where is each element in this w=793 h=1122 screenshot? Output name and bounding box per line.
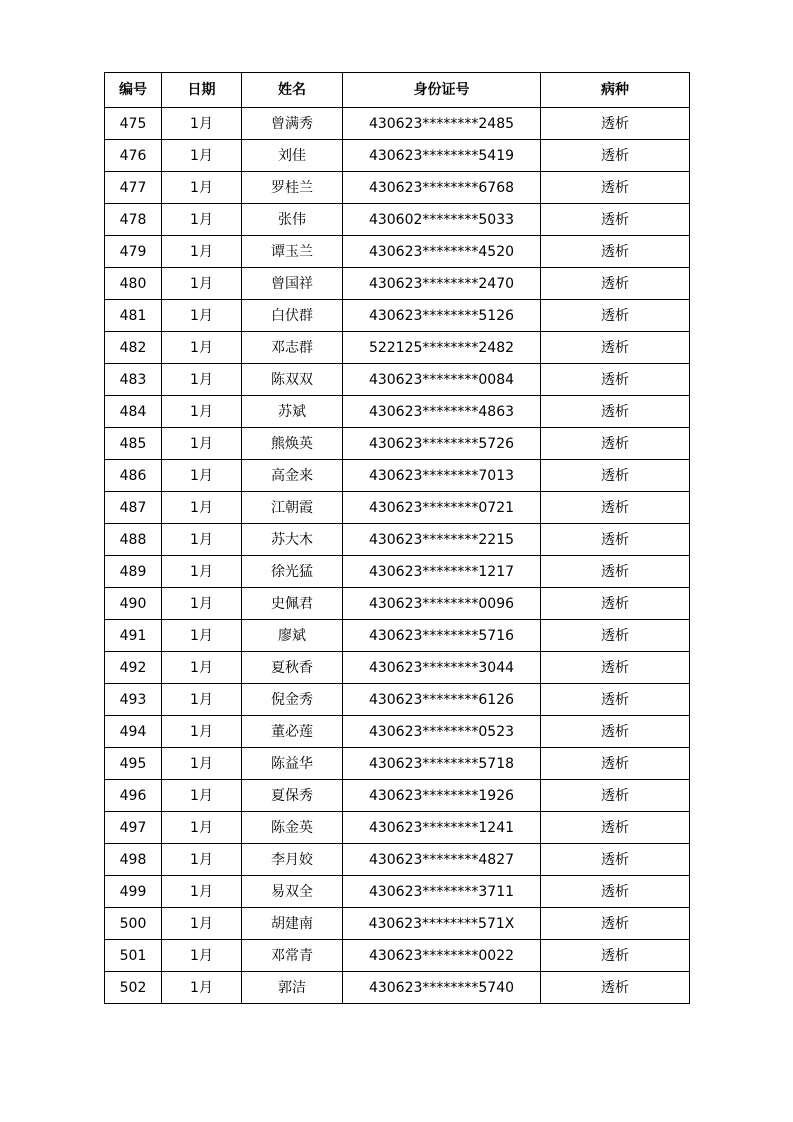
cell-name: 苏斌 <box>242 396 343 428</box>
cell-name: 胡建南 <box>242 908 343 940</box>
table-row <box>105 620 690 652</box>
cell-date: 1月 <box>162 908 242 940</box>
cell-id-number: 430623********4863 <box>343 396 541 428</box>
cell-date: 1月 <box>162 332 242 364</box>
table-row <box>105 428 690 460</box>
table-row <box>105 140 690 172</box>
cell-disease: 透析 <box>541 620 690 652</box>
cell-date: 1月 <box>162 812 242 844</box>
cell-date: 1月 <box>162 236 242 268</box>
cell-disease: 透析 <box>541 268 690 300</box>
cell-disease: 透析 <box>541 332 690 364</box>
cell-id-number: 430623********4827 <box>343 844 541 876</box>
cell-id-number: 430623********5726 <box>343 428 541 460</box>
cell-name: 易双全 <box>242 876 343 908</box>
cell-id-number: 430623********0523 <box>343 716 541 748</box>
cell-number: 482 <box>105 332 162 364</box>
cell-name: 夏保秀 <box>242 780 343 812</box>
cell-name: 曾国祥 <box>242 268 343 300</box>
table-row <box>105 652 690 684</box>
cell-number: 485 <box>105 428 162 460</box>
cell-number: 499 <box>105 876 162 908</box>
cell-disease: 透析 <box>541 588 690 620</box>
cell-id-number: 430623********1241 <box>343 812 541 844</box>
cell-id-number: 430623********571X <box>343 908 541 940</box>
cell-disease: 透析 <box>541 396 690 428</box>
header-id-number: 身份证号 <box>343 73 541 108</box>
cell-number: 483 <box>105 364 162 396</box>
cell-number: 490 <box>105 588 162 620</box>
cell-id-number: 430623********2485 <box>343 108 541 140</box>
cell-disease: 透析 <box>541 300 690 332</box>
cell-number: 500 <box>105 908 162 940</box>
table-row <box>105 972 690 1004</box>
cell-id-number: 430623********0022 <box>343 940 541 972</box>
cell-number: 502 <box>105 972 162 1004</box>
cell-id-number: 430602********5033 <box>343 204 541 236</box>
table-row <box>105 588 690 620</box>
cell-disease: 透析 <box>541 172 690 204</box>
cell-disease: 透析 <box>541 908 690 940</box>
cell-id-number: 522125********2482 <box>343 332 541 364</box>
table-row <box>105 780 690 812</box>
cell-disease: 透析 <box>541 748 690 780</box>
cell-name: 刘佳 <box>242 140 343 172</box>
cell-disease: 透析 <box>541 652 690 684</box>
cell-number: 476 <box>105 140 162 172</box>
cell-name: 苏大木 <box>242 524 343 556</box>
cell-name: 夏秋香 <box>242 652 343 684</box>
table-row <box>105 108 690 140</box>
table-row <box>105 236 690 268</box>
cell-date: 1月 <box>162 716 242 748</box>
cell-id-number: 430623********5740 <box>343 972 541 1004</box>
table-row <box>105 492 690 524</box>
table-row <box>105 556 690 588</box>
cell-number: 497 <box>105 812 162 844</box>
cell-number: 496 <box>105 780 162 812</box>
header-name: 姓名 <box>242 73 343 108</box>
cell-name: 邓常青 <box>242 940 343 972</box>
table-row <box>105 524 690 556</box>
cell-disease: 透析 <box>541 524 690 556</box>
table-row <box>105 364 690 396</box>
cell-date: 1月 <box>162 396 242 428</box>
cell-id-number: 430623********5718 <box>343 748 541 780</box>
cell-date: 1月 <box>162 652 242 684</box>
cell-name: 董必莲 <box>242 716 343 748</box>
cell-disease: 透析 <box>541 940 690 972</box>
cell-disease: 透析 <box>541 780 690 812</box>
cell-disease: 透析 <box>541 108 690 140</box>
cell-date: 1月 <box>162 300 242 332</box>
cell-id-number: 430623********5126 <box>343 300 541 332</box>
cell-date: 1月 <box>162 268 242 300</box>
cell-date: 1月 <box>162 172 242 204</box>
cell-number: 491 <box>105 620 162 652</box>
cell-id-number: 430623********0084 <box>343 364 541 396</box>
table-row <box>105 876 690 908</box>
cell-disease: 透析 <box>541 140 690 172</box>
cell-disease: 透析 <box>541 428 690 460</box>
table-body <box>105 108 690 1004</box>
cell-number: 492 <box>105 652 162 684</box>
cell-disease: 透析 <box>541 492 690 524</box>
table-row <box>105 204 690 236</box>
cell-id-number: 430623********2215 <box>343 524 541 556</box>
cell-name: 史佩君 <box>242 588 343 620</box>
cell-id-number: 430623********1217 <box>343 556 541 588</box>
table-row <box>105 268 690 300</box>
table-row <box>105 908 690 940</box>
header-disease: 病种 <box>541 73 690 108</box>
cell-date: 1月 <box>162 556 242 588</box>
cell-number: 495 <box>105 748 162 780</box>
cell-name: 廖斌 <box>242 620 343 652</box>
cell-date: 1月 <box>162 588 242 620</box>
cell-disease: 透析 <box>541 812 690 844</box>
cell-number: 481 <box>105 300 162 332</box>
table-row <box>105 748 690 780</box>
cell-number: 477 <box>105 172 162 204</box>
cell-name: 陈益华 <box>242 748 343 780</box>
cell-name: 谭玉兰 <box>242 236 343 268</box>
cell-date: 1月 <box>162 108 242 140</box>
table-row <box>105 172 690 204</box>
cell-name: 陈金英 <box>242 812 343 844</box>
cell-disease: 透析 <box>541 844 690 876</box>
cell-id-number: 430623********6768 <box>343 172 541 204</box>
cell-disease: 透析 <box>541 716 690 748</box>
table-row <box>105 332 690 364</box>
cell-date: 1月 <box>162 204 242 236</box>
cell-date: 1月 <box>162 140 242 172</box>
cell-number: 489 <box>105 556 162 588</box>
cell-name: 徐光猛 <box>242 556 343 588</box>
cell-date: 1月 <box>162 748 242 780</box>
cell-number: 478 <box>105 204 162 236</box>
cell-name: 罗桂兰 <box>242 172 343 204</box>
cell-disease: 透析 <box>541 684 690 716</box>
cell-name: 张伟 <box>242 204 343 236</box>
cell-name: 李月姣 <box>242 844 343 876</box>
cell-number: 494 <box>105 716 162 748</box>
cell-disease: 透析 <box>541 556 690 588</box>
cell-name: 邓志群 <box>242 332 343 364</box>
cell-name: 高金来 <box>242 460 343 492</box>
cell-id-number: 430623********1926 <box>343 780 541 812</box>
cell-number: 501 <box>105 940 162 972</box>
table-row <box>105 844 690 876</box>
patient-table <box>104 72 690 1004</box>
cell-date: 1月 <box>162 492 242 524</box>
cell-id-number: 430623********3044 <box>343 652 541 684</box>
cell-number: 486 <box>105 460 162 492</box>
cell-date: 1月 <box>162 844 242 876</box>
table-row <box>105 716 690 748</box>
cell-number: 493 <box>105 684 162 716</box>
cell-disease: 透析 <box>541 364 690 396</box>
cell-id-number: 430623********5716 <box>343 620 541 652</box>
cell-disease: 透析 <box>541 236 690 268</box>
table-row <box>105 684 690 716</box>
cell-date: 1月 <box>162 524 242 556</box>
cell-date: 1月 <box>162 428 242 460</box>
cell-date: 1月 <box>162 364 242 396</box>
cell-id-number: 430623********4520 <box>343 236 541 268</box>
cell-id-number: 430623********0096 <box>343 588 541 620</box>
table-row <box>105 460 690 492</box>
cell-date: 1月 <box>162 940 242 972</box>
cell-date: 1月 <box>162 972 242 1004</box>
cell-date: 1月 <box>162 780 242 812</box>
cell-number: 484 <box>105 396 162 428</box>
cell-disease: 透析 <box>541 204 690 236</box>
table-header-row <box>105 73 690 108</box>
table-row <box>105 812 690 844</box>
cell-id-number: 430623********0721 <box>343 492 541 524</box>
cell-disease: 透析 <box>541 460 690 492</box>
cell-number: 498 <box>105 844 162 876</box>
cell-number: 488 <box>105 524 162 556</box>
cell-number: 487 <box>105 492 162 524</box>
cell-name: 熊焕英 <box>242 428 343 460</box>
cell-id-number: 430623********7013 <box>343 460 541 492</box>
cell-number: 479 <box>105 236 162 268</box>
cell-number: 480 <box>105 268 162 300</box>
cell-name: 陈双双 <box>242 364 343 396</box>
cell-disease: 透析 <box>541 972 690 1004</box>
header-number: 编号 <box>105 73 162 108</box>
cell-date: 1月 <box>162 684 242 716</box>
cell-date: 1月 <box>162 460 242 492</box>
cell-id-number: 430623********2470 <box>343 268 541 300</box>
cell-id-number: 430623********5419 <box>343 140 541 172</box>
cell-name: 倪金秀 <box>242 684 343 716</box>
cell-date: 1月 <box>162 876 242 908</box>
cell-name: 江朝霞 <box>242 492 343 524</box>
cell-date: 1月 <box>162 620 242 652</box>
cell-id-number: 430623********6126 <box>343 684 541 716</box>
cell-name: 曾满秀 <box>242 108 343 140</box>
header-date: 日期 <box>162 73 242 108</box>
cell-disease: 透析 <box>541 876 690 908</box>
table-row <box>105 940 690 972</box>
cell-id-number: 430623********3711 <box>343 876 541 908</box>
table-row <box>105 300 690 332</box>
cell-number: 475 <box>105 108 162 140</box>
table-row <box>105 396 690 428</box>
cell-name: 白伏群 <box>242 300 343 332</box>
cell-name: 郭洁 <box>242 972 343 1004</box>
